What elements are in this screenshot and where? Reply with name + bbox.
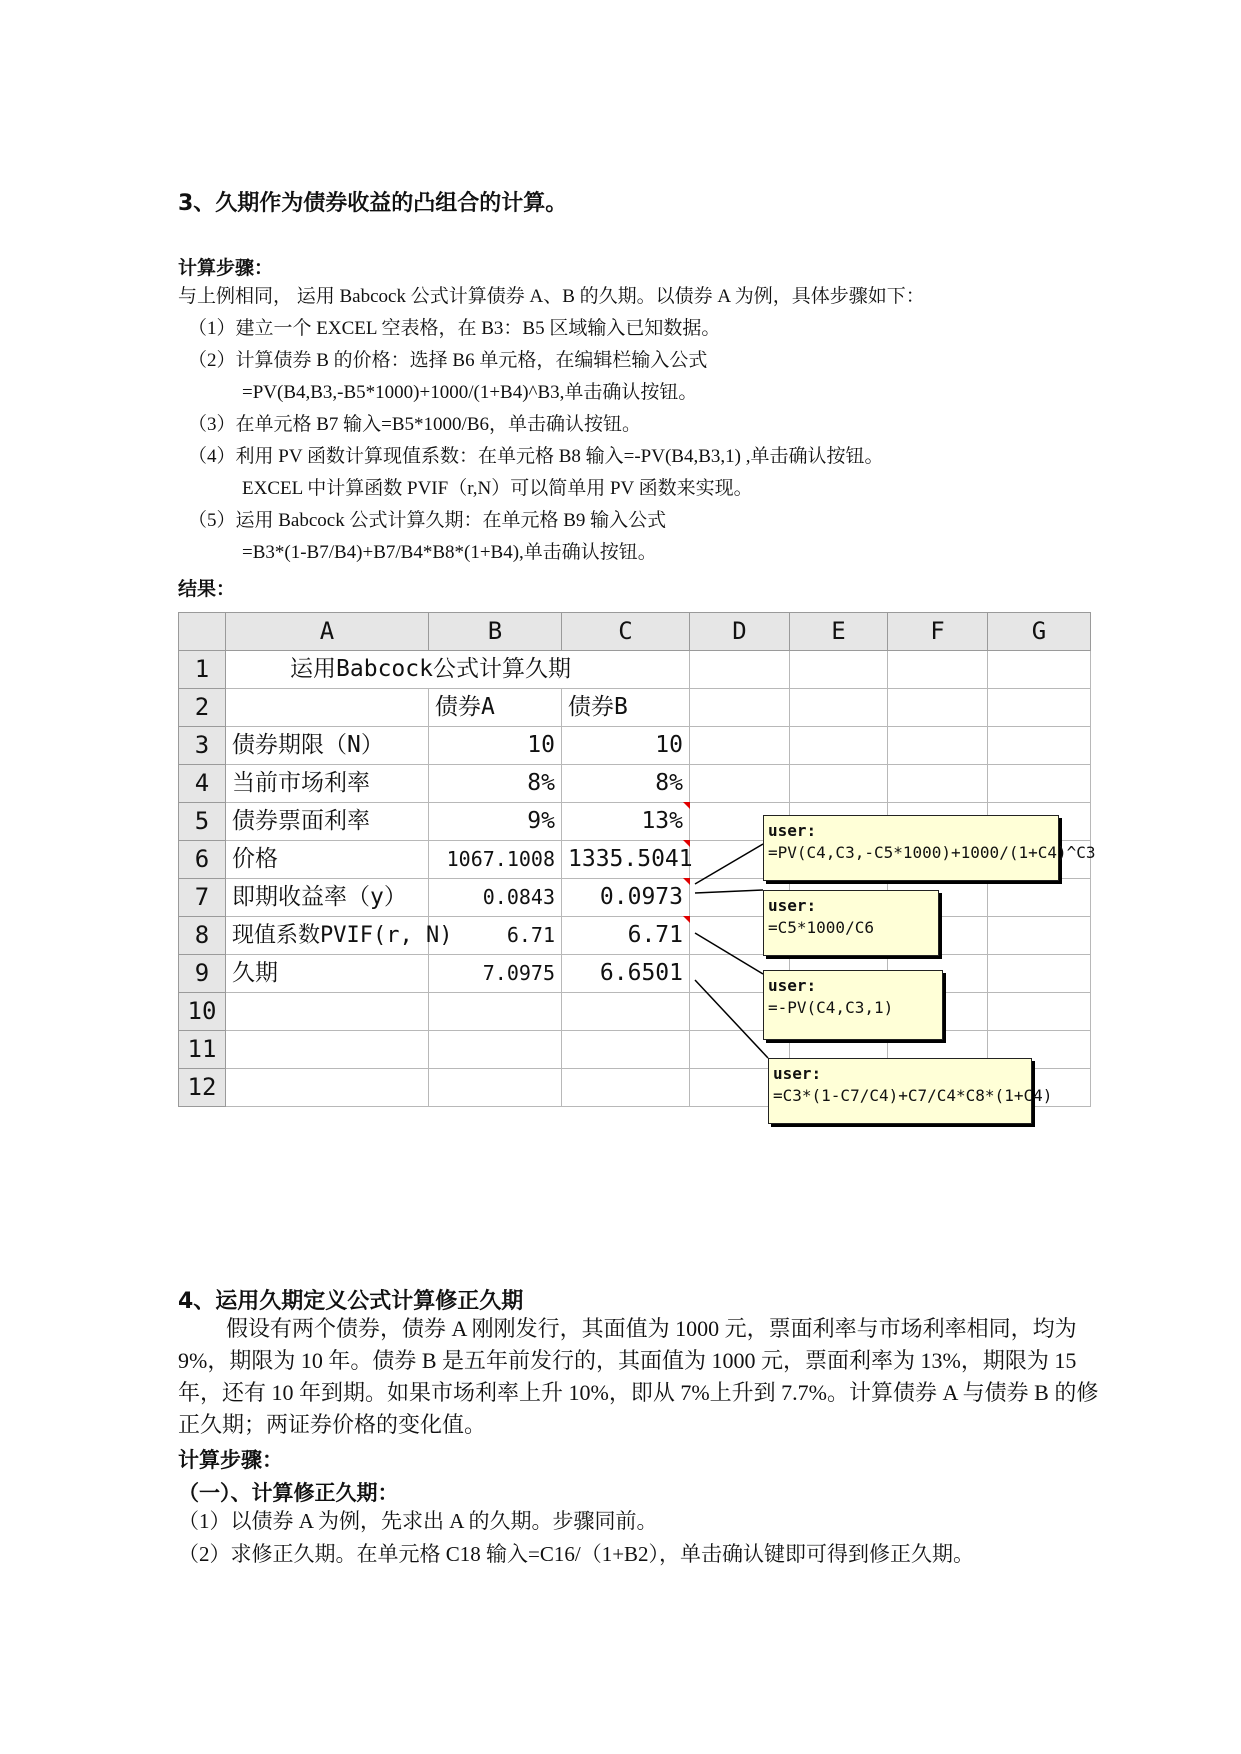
section4-step-1: （1）以债券 A 为例，先求出 A 的久期。步骤同前。: [178, 1509, 658, 1533]
column-header-f[interactable]: F: [888, 613, 988, 651]
cell[interactable]: [690, 765, 790, 803]
section4-paragraph: 假设有两个债券，债券 A 刚刚发行，其面值为 1000 元，票面利率与市场利率相同，均为 9%，期限为 10 年。债券 B 是五年前发行的，其面值为 1000 元，票面利率为 13%，期限为 15 年，还有 10 年到期。如果市场利率上升 10%，即从 7%上升到 7.7%。计算债券 A 与债券 B 的修正久期；两证券价格的变化值。: [178, 1316, 1099, 1437]
cell-b[interactable]: 债券A: [429, 689, 562, 727]
sheet-row: [179, 765, 1091, 803]
row-number[interactable]: 3: [179, 727, 226, 765]
sheet-row: [179, 879, 1091, 917]
comment-box[interactable]: [763, 970, 943, 1040]
row-number[interactable]: 6: [179, 841, 226, 879]
row-number[interactable]: 5: [179, 803, 226, 841]
section3-intro: 与上例相同， 运用 Babcock 公式计算债券 A、B 的久期。以债券 A 为例，具体步骤如下：: [178, 286, 925, 307]
row-number[interactable]: 11: [179, 1031, 226, 1069]
row-number[interactable]: 1: [179, 651, 226, 689]
cell-a[interactable]: 久期: [226, 955, 429, 993]
column-header-row: [179, 613, 1091, 651]
row-number[interactable]: 4: [179, 765, 226, 803]
step-5: （5）运用 Babcock 公式计算久期：在单元格 B9 输入公式: [188, 510, 667, 531]
cell-c[interactable]: 8%: [562, 765, 690, 803]
comment-formula: =C5*1000/C6: [768, 918, 874, 937]
column-header-d[interactable]: D: [690, 613, 790, 651]
sheet-row: [179, 689, 1091, 727]
corner-cell[interactable]: [179, 613, 226, 651]
cell[interactable]: [429, 1031, 562, 1069]
cell-c-value: 1335.5041: [568, 846, 693, 872]
cell-a[interactable]: 即期收益率（y）: [226, 879, 429, 917]
row-number[interactable]: 10: [179, 993, 226, 1031]
comment-indicator[interactable]: [683, 840, 690, 847]
comment-indicator[interactable]: [683, 802, 690, 809]
cell-c-commented[interactable]: [562, 879, 690, 917]
cell-a[interactable]: [226, 689, 429, 727]
comment-box[interactable]: [763, 890, 939, 956]
cell[interactable]: [988, 917, 1091, 955]
cell[interactable]: [988, 765, 1091, 803]
cell[interactable]: [988, 727, 1091, 765]
result-title: 结果：: [178, 578, 236, 600]
cell[interactable]: [888, 651, 988, 689]
comment-author: user:: [768, 976, 817, 995]
step-1: （1）建立一个 EXCEL 空表格，在 B3：B5 区域输入已知数据。: [188, 318, 721, 339]
cell[interactable]: [226, 1031, 429, 1069]
comment-author: user:: [773, 1064, 822, 1083]
cell-b[interactable]: 1067.1008: [429, 841, 562, 879]
cell-c[interactable]: 10: [562, 727, 690, 765]
cell[interactable]: [429, 1069, 562, 1107]
cell[interactable]: [988, 651, 1091, 689]
comment-author: user:: [768, 821, 817, 840]
cell[interactable]: [790, 727, 888, 765]
cell-b[interactable]: 10: [429, 727, 562, 765]
cell[interactable]: [988, 879, 1091, 917]
comment-box[interactable]: [768, 1058, 1053, 1124]
comment-formula: =C3*(1-C7/C4)+C7/C4*C8*(1+C4): [773, 1086, 1053, 1105]
column-header-a[interactable]: A: [226, 613, 429, 651]
comment-indicator[interactable]: [683, 878, 690, 885]
cell-a[interactable]: 债券期限（N）: [226, 727, 429, 765]
row-number[interactable]: 2: [179, 689, 226, 727]
cell-c-value: 6.71: [627, 922, 683, 948]
column-header-c[interactable]: C: [562, 613, 690, 651]
cell-c[interactable]: 6.6501: [562, 955, 690, 993]
cell-c-commented[interactable]: [562, 917, 690, 955]
sheet-row: [179, 727, 1091, 765]
step-5-formula: =B3*(1-B7/B4)+B7/B4*B8*(1+B4),单击确认按钮。: [242, 542, 657, 563]
cell[interactable]: [888, 727, 988, 765]
cell[interactable]: [988, 689, 1091, 727]
row-number[interactable]: 12: [179, 1069, 226, 1107]
cell[interactable]: [690, 651, 790, 689]
cell[interactable]: [988, 993, 1091, 1031]
comment-box[interactable]: [763, 815, 1096, 881]
column-header-b[interactable]: B: [429, 613, 562, 651]
cell[interactable]: [690, 727, 790, 765]
cell[interactable]: [226, 1069, 429, 1107]
cell[interactable]: [562, 993, 690, 1031]
row-number[interactable]: 9: [179, 955, 226, 993]
cell[interactable]: [888, 689, 988, 727]
comment-formula: =-PV(C4,C3,1): [768, 998, 894, 1017]
cell[interactable]: [690, 689, 790, 727]
cell-a[interactable]: 当前市场利率: [226, 765, 429, 803]
section3-steps-title: 计算步骤：: [178, 257, 274, 279]
cell[interactable]: [429, 993, 562, 1031]
cell[interactable]: [790, 765, 888, 803]
step-2: （2）计算债券 B 的价格：选择 B6 单元格，在编辑栏输入公式: [188, 350, 708, 371]
cell-b[interactable]: 0.0843: [429, 879, 562, 917]
cell-b[interactable]: 9%: [429, 803, 562, 841]
section4-heading: 4、运用久期定义公式计算修正久期: [178, 1289, 524, 1314]
sheet-row: [179, 917, 1091, 955]
cell-c-value: 0.0973: [599, 884, 683, 910]
cell[interactable]: [988, 955, 1091, 993]
cell-b[interactable]: 7.0975: [429, 955, 562, 993]
cell-b[interactable]: 6.71: [429, 917, 562, 955]
cell-a[interactable]: 现值系数PVIF(r, N): [226, 917, 429, 955]
comment-formula: =PV(C4,C3,-C5*1000)+1000/(1+C4)^C3: [768, 843, 1096, 862]
cell[interactable]: [888, 765, 988, 803]
cell-c-commented[interactable]: [562, 841, 693, 879]
section4-subtitle: （一）、计算修正久期：: [178, 1481, 399, 1505]
sheet-row: [179, 651, 1091, 689]
column-header-e[interactable]: E: [790, 613, 888, 651]
row-number[interactable]: 7: [179, 879, 226, 917]
cell[interactable]: [790, 689, 888, 727]
comment-indicator[interactable]: [683, 916, 690, 923]
section4-steps-title: 计算步骤：: [178, 1448, 283, 1472]
row-number[interactable]: 8: [179, 917, 226, 955]
sheet-title-cell[interactable]: 运用Babcock公式计算久期: [226, 651, 690, 689]
step-3: （3）在单元格 B7 输入=B5*1000/B6，单击确认按钮。: [188, 414, 642, 435]
cell-c-value: 13%: [641, 808, 683, 834]
section3-heading: 3、久期作为债券收益的凸组合的计算。: [178, 191, 568, 216]
sheet-row: [179, 955, 1091, 993]
cell[interactable]: [226, 993, 429, 1031]
cell-b[interactable]: 8%: [429, 765, 562, 803]
comment-author: user:: [768, 896, 817, 915]
cell-c-commented[interactable]: [562, 803, 690, 841]
sheet-row: [179, 993, 1091, 1031]
cell[interactable]: [562, 1031, 690, 1069]
step-4: （4）利用 PV 函数计算现值系数：在单元格 B8 输入=-PV(B4,B3,1) ,单击确认按钮。: [188, 446, 884, 467]
cell-a[interactable]: 价格: [226, 841, 429, 879]
section4-step-2: （2）求修正久期。在单元格 C18 输入=C16/（1+B2），单击确认键即可得到修正久期。: [178, 1542, 975, 1566]
column-header-g[interactable]: G: [988, 613, 1091, 651]
cell[interactable]: [562, 1069, 690, 1107]
cell-c[interactable]: 债券B: [562, 689, 690, 727]
cell-a[interactable]: 债券票面利率: [226, 803, 429, 841]
cell[interactable]: [790, 651, 888, 689]
step-4-note: EXCEL 中计算函数 PVIF（r,N）可以简单用 PV 函数来实现。: [242, 478, 753, 499]
step-2-formula: =PV(B4,B3,-B5*1000)+1000/(1+B4)^B3,单击确认按钮。: [242, 382, 698, 403]
